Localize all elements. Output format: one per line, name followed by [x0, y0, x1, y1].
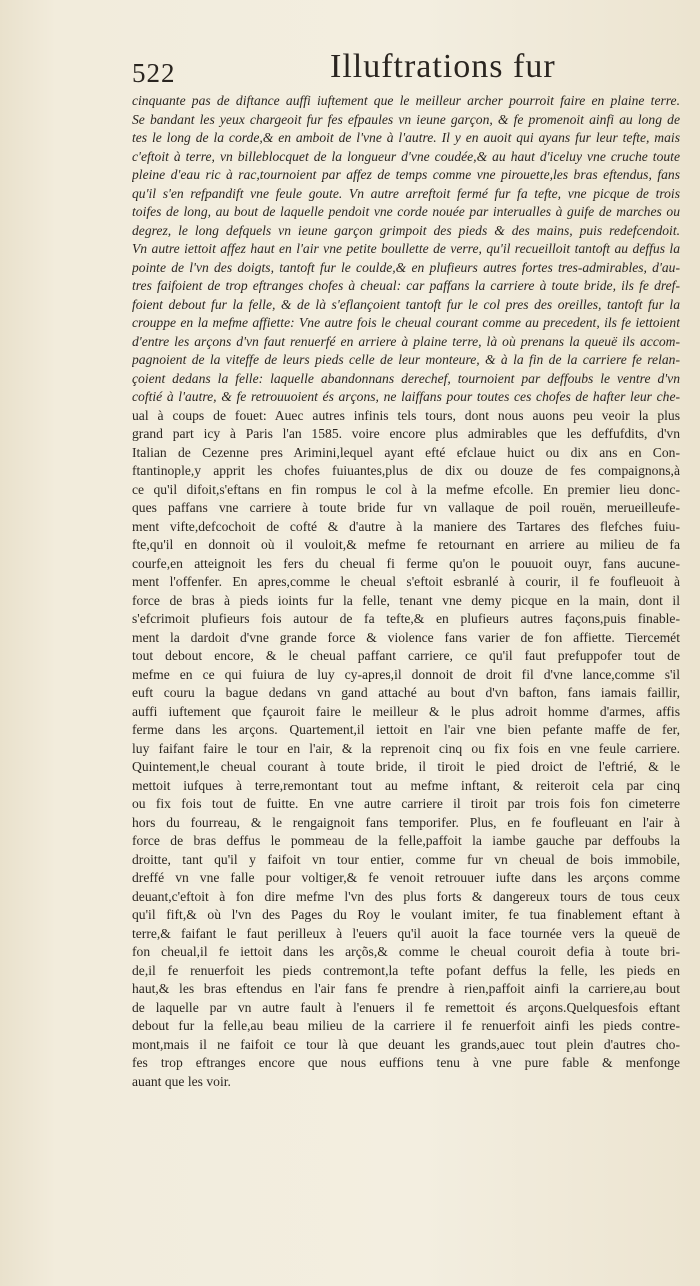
- text-line: haut,& les bras eftendus en l'air fans fe prendre à rien,paffoit ainfi la carriere,au bout: [132, 981, 680, 996]
- text-line: mettoit iufques à terre,remontant tout au mefme inftant, & reiteroit cela par cinq: [132, 777, 680, 793]
- text-line: auffi iuftement que fçauroit faire le meilleur & le plus adroit homme d'armes, affis: [132, 703, 680, 719]
- text-line: Se bandant les yeux chargeoit fur fes efpaules vn ieune garçon, & fe promenoit ainfi au long de: [132, 111, 680, 127]
- page-number: 522: [132, 58, 176, 88]
- text-line: ce qu'il difoit,s'eftans en fin rompus le col à la mefme efcolle. En premier lieu donc-: [132, 481, 680, 497]
- text-line: ques paffans vne carriere à toute bride fur vn vallaque de poil rouën, merueilleufe-: [132, 500, 680, 515]
- text-line: pointe de l'vn des doigts, tantoft fur le coulde,& en plufieurs autres fortes tres-admirables, d'au-: [132, 259, 680, 275]
- text-line: Italian de Cezenne pres Arimini,lequel ayant efté efclaue huict ou dix ans en Con-: [132, 444, 680, 460]
- text-line: fte,qu'il en donnoit où il vouloit,& mefme fe retournant en arriere au milieu de fa: [132, 537, 680, 552]
- text-line: qu'il fift,& où l'vn des Pages du Roy le voulant imiter, fe tua finablement eftant à: [132, 907, 680, 922]
- text-line: ual à coups de fouet: Auec autres infinis tels tours, dont nous auons peu veoir la plus: [132, 407, 680, 423]
- text-block: [132, 92, 680, 1122]
- text-line: de,il fe renuerfoit les pieds contremont,la tefte pofant deffus la felle, les pieds en: [132, 962, 680, 978]
- text-line: çoient dedans la felle: laquelle abandonnans derechef, tournoient par deffoubs le ventre d'vn: [132, 370, 680, 386]
- text-line: luy faifant faire le tour en l'air, & la reprenoit cinq ou fix fois en vne feule carriere.: [132, 740, 680, 756]
- text-line: ou fix fois tout de fuitte. En vne autre carriere il tiroit par trois fois fon cimeterre: [132, 796, 680, 811]
- text-line: debout fur la felle,au beau milieu de la carriere il fe renuerfoit ainfi les pieds contre-: [132, 1018, 680, 1033]
- text-line: terre,& faifant le faut perilleux à l'euers qu'il auoit la face tournée vers la queuë de: [132, 925, 680, 941]
- text-line: courfe,en atteignoit les fers du cheual fi ferme qu'on le pouuoit ouyr, fans aucune-: [132, 555, 680, 571]
- text-line: auant que les voir.: [132, 1073, 231, 1089]
- text-line: euft couru la bague dedans vn gand attaché au bout d'vn bafton, fans iamais faillir,: [132, 685, 680, 700]
- running-head: Illuftrations fur: [330, 48, 556, 85]
- text-line: cinquante pas de diftance auffi iuftement que le meilleur archer pourroit faire en plaine terre.: [132, 93, 680, 108]
- text-line: ment la dardoit d'vne grande force & violence fans varier de fon affiette. Tiercemét: [132, 629, 680, 645]
- text-line: fon cheual,il fe iettoit dans les arçõs,& comme le cheual couroit defia à toute bri-: [132, 944, 680, 959]
- text-line: crouppe en la mefme affiette: Vne autre fois le cheual courant comme au precedent, ils fe iettoient: [132, 315, 680, 330]
- text-line: ment vifte,defcochoit de cofté & d'autre à la maniere des Tartares des flefches fuiu-: [132, 518, 680, 534]
- text-line: s'efcrimoit plufieurs fois autour de fa tefte,& en plufieurs autres façons,puis finable-: [132, 611, 680, 626]
- text-line: c'eftoit à terre, vn billeblocquet de la longueur d'vne coudée,& au haut d'iceluy vne cruche toute: [132, 148, 680, 164]
- text-line: ment l'offenfer. En apres,comme le cheual s'eftoit esbranlé à courir, il fe foufleuoit à: [132, 574, 680, 589]
- text-line: hors du fourreau, & le rengaignoit fans temporifer. Plus, en fe foufleuant en l'air à: [132, 814, 680, 830]
- text-line: fes trop eftranges encore que nous euffions tenu à vne pure fable & menfonge: [132, 1055, 680, 1070]
- text-line: degrez, le long defquels vn ieune garçon grimpoit des pieds & des mains, puis redefcendoit.: [132, 222, 680, 238]
- text-line: pagnoient de la viteffe de leurs pieds celle de leur monteure, & à la fin de la carriere fe relan-: [132, 352, 680, 367]
- text-line: Vn autre iettoit affez haut en l'air vne petite boullette de verre, qu'il recueilloit tantoft au deffus la: [132, 241, 680, 256]
- text-line: force de bras à pieds ioints fur la felle, tenant vne demy picque en la main, dont il: [132, 592, 680, 608]
- text-line: grand part icy à Paris l'an 1585. voire encore plus admirables que les deffufdits, d'vn: [132, 426, 680, 441]
- text-line: foient debout fur la felle, & de là s'eflançoient tantoft fur le col pres des oreilles, tantoft fur la: [132, 296, 680, 312]
- text-line: toifes de long, au bout de laquelle pendoit vne corde nouée par interualles à guife de marches ou: [132, 204, 680, 219]
- text-line: tres faifoient de trop eftranges chofes à cheual: car paffans la carriere à toute bride, ils fe dref-: [132, 278, 680, 293]
- page-header: [132, 44, 652, 90]
- text-line: force de bras deffus le pommeau de la felle,paffoit la iambe gauche par deffoubs la: [132, 833, 680, 848]
- text-line: coftié à l'autre, & fe retrouuoient és arçons, ne laiffans pour toutes ces chofes de hafter leur che-: [132, 389, 680, 404]
- text-line: pleine d'eau ric à rac,tournoient par affez de temps comme vne pirouette,les bras eftendus, fans: [132, 167, 680, 182]
- text-line: qu'il s'en refpandift vne feule goute. Vn autre arreftoit fermé fur fa tefte, vne picque de trois: [132, 185, 680, 201]
- text-line: tes le long de la corde,& en amboit de l'vne à l'autre. Il y en auoit qui ayans fur leur tefte, mais: [132, 130, 680, 145]
- text-line: tout debout encore, & le cheual paffant carriere, ce qu'il faut prefuppofer tout de: [132, 648, 680, 663]
- text-line: mefme en ce qui fuiura de luy cy-apres,il donnoit de droit fil d'vne lance,comme s'il: [132, 666, 680, 682]
- text-line: mont,mais il ne faifoit ce tour là que deuant les grands,auec tout plein d'autres cho-: [132, 1036, 680, 1052]
- text-line: dreffé vn vne falle pour voltiger,& fe venoit retrouuer iufte dans les arçons comme: [132, 870, 680, 885]
- text-line: droitte, tant qu'il y faifoit vn tour entier, comme fur vn cheual de bois immobile,: [132, 851, 680, 867]
- text-line: ftantinople,y apprit les chofes fuiuantes,plus de dix ou douze de fes compaignons,à: [132, 463, 680, 478]
- text-line: de laquelle par vn autre fault à l'enuers il fe remettoit és arçons.Quelquesfois eftant: [132, 999, 680, 1015]
- text-line: deuant,c'eftoit à fon dire mefme l'vn des plus forts & dangereux tours de tous ceux: [132, 888, 680, 904]
- text-line: d'entre les arçons d'vn faut renuerfé en arriere à plaine terre, là où prenans la queuë ils accom-: [132, 333, 680, 349]
- text-line: Quintement,le cheual courant à toute bride, il tiroit le pied droict de l'eftrié, & le: [132, 759, 680, 774]
- text-line: ferme dans les arçons. Quartement,il iettoit en l'air vne bien pefante maffe de fer,: [132, 722, 680, 737]
